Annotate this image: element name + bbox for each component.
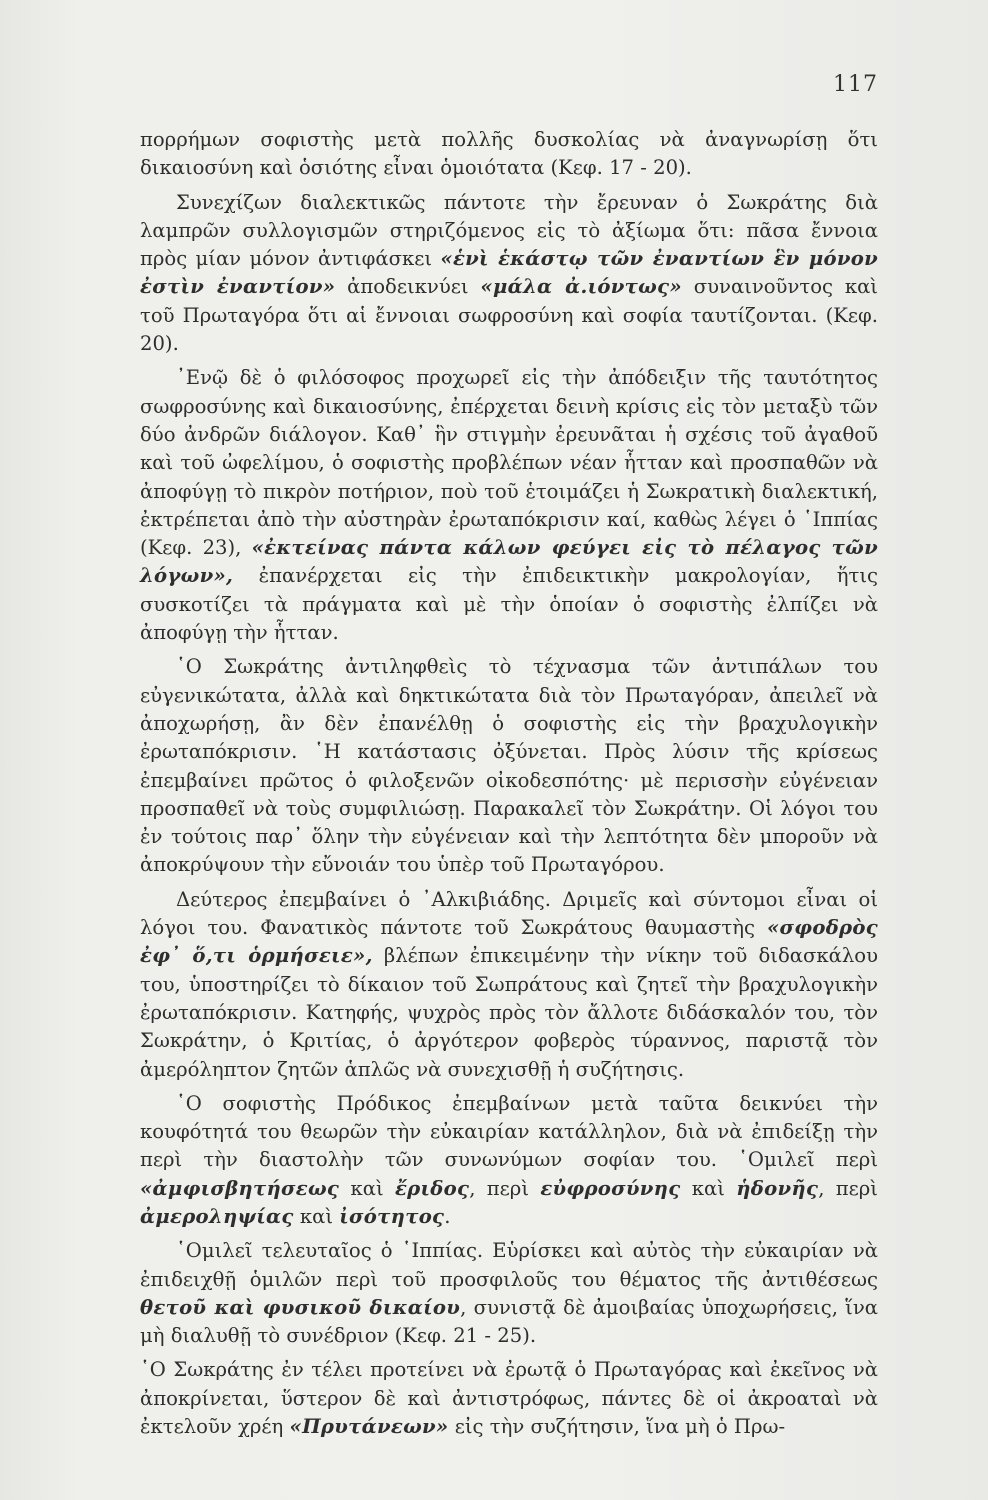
emphasized-quote: θετοῦ καὶ φυσικοῦ δικαίου: [140, 1295, 461, 1319]
text-segment: ῾Ο Σωκράτης ἀντιληφθεὶς τὸ τέχνασμα τῶν ἀντιπάλων του εὐγενικώτατα, ἀλλὰ καὶ δηκτικώτατα διὰ τὸν Πρωταγόραν, ἀπειλεῖ νὰ ἀποχωρήσῃ, ἂν δὲν ἐπανέλθῃ ὁ σοφιστὴς εἰς τὴν βραχυλογικὴν ἐρωταπόκρισιν. ῾Η κατάστασις ὀξύνεται. Πρὸς λύσιν τῆς κρίσεως ἐπεμβαίνει πρῶτος ὁ φιλοξενῶν οἰκοδεσπότης· μὲ περισσὴν εὐγένειαν προσπαθεῖ νὰ τοὺς συμφιλιώσῃ. Παρακαλεῖ τὸν Σωκράτην. Οἱ λόγοι του ἐν τούτοις παρ᾿ ὅλην τὴν εὐγένειαν καὶ τὴν λεπτότητα δὲν μποροῦν νὰ ἀποκρύψουν τὴν εὔνοιάν του ὑπὲρ τοῦ Πρωταγόρου.: [140, 655, 878, 877]
text-segment: , περὶ: [469, 1176, 541, 1200]
paragraph: [140, 189, 878, 359]
paragraph: [140, 1237, 878, 1350]
emphasized-quote: εὐφροσύνης: [540, 1176, 681, 1200]
text-segment: ἐπανέρχεται εἰς τὴν ἐπιδεικτικὴν μακρολογίαν, ἥτις συσκοτίζει τὰ πράγματα καὶ μὲ τὴν ὁποίαν ὁ σοφιστὴς ἐλπίζει νὰ ἀποφύγῃ τὴν ἧτταν.: [140, 564, 878, 645]
text-segment: καὶ: [293, 1204, 340, 1228]
emphasized-quote: ἔριδος: [394, 1176, 470, 1200]
emphasized-quote: «μάλα ἀ.ιόντως»: [480, 275, 682, 299]
emphasized-quote: «σφοδρὸς ἐφ᾿ ὅ,τι ὁρμήσειε»,: [140, 916, 878, 968]
emphasized-quote: «Πρυτάνεων»: [289, 1415, 449, 1439]
text-segment: Δεύτερος ἐπεμβαίνει ὁ ᾿Αλκιβιάδης. Δριμεῖς καὶ σύντομοι εἶναι οἱ λόγοι του. Φανατικὸς πάντοτε τοῦ Σωκράτους θαυμαστὴς: [140, 887, 878, 940]
emphasized-quote: ἰσότητος: [339, 1204, 445, 1228]
emphasized-quote: «ἑνὶ ἑκάστῳ τῶν ἐναντίων ἓν μόνον ἐστὶν ἐναντίον»: [140, 247, 878, 299]
page-number: 117: [833, 72, 878, 97]
text-segment: ἀποδεικνύει: [335, 275, 481, 299]
emphasized-quote: ἡδονῆς: [736, 1176, 819, 1200]
text-segment: εἰς τὴν συζήτησιν, ἵνα μὴ ὁ Πρω-: [448, 1415, 786, 1439]
body-text: [140, 126, 878, 1441]
text-segment: , περὶ: [818, 1176, 878, 1200]
paragraph: [140, 126, 878, 183]
text-segment: Συνεχίζων διαλεκτικῶς πάντοτε τὴν ἔρευναν ὁ Σωκράτης διὰ λαμπρῶν συλλογισμῶν στηριζόμενος εἰς τὸ ἀξίωμα ὅτι: πᾶσα ἔννοια πρὸς μίαν μόνον ἀντιφάσκει: [140, 190, 878, 271]
text-segment: καὶ: [339, 1176, 395, 1200]
text-segment: βλέπων ἐπικειμένην τὴν νίκην τοῦ διδασκάλου του, ὑποστηρίζει τὸ δίκαιον τοῦ Σωπράτους καὶ ζητεῖ τὴν βραχυλογικὴν ἐρωταπόκρισιν. Κατηφής, ψυχρὸς πρὸς τὸν ἄλλοτε διδάσκαλόν του, τὸν Σωκράτην, ὁ Κριτίας, ὁ ἀργότερον φοβερὸς τύραννος, παριστᾷ τὸν ἀμερόληπτον ζητῶν ἁπλῶς νὰ συνεχισθῇ ἡ συζήτησις.: [140, 944, 878, 1081]
text-segment: ῾Ο Σωκράτης ἐν τέλει προτείνει νὰ ἐρωτᾷ ὁ Πρωταγόρας καὶ ἐκεῖνος νὰ ἀποκρίνεται, ὕστερον δὲ καὶ ἀντιστρόφως, πάντες δὲ οἱ ἀκροαταὶ νὰ ἐκτελοῦν χρέη: [140, 1358, 878, 1439]
emphasized-quote: ἀμεροληψίας: [140, 1204, 294, 1228]
emphasized-quote: «ἐκτείνας πάντα κάλων φεύγει εἰς τὸ πέλαγος τῶν λόγων»,: [140, 536, 878, 588]
text-segment: συναινοῦντος καὶ τοῦ Πρωταγόρα ὅτι αἱ ἔννοιαι σωφροσύνη καὶ σοφία ταυτίζονται. (Κεφ. 20).: [140, 275, 878, 356]
text-segment: ῾Ομιλεῖ τελευταῖος ὁ ῾Ιππίας. Εὑρίσκει καὶ αὐτὸς τὴν εὐκαιρίαν νὰ ἐπιδειχθῇ ὁμιλῶν περὶ τοῦ προσφιλοῦς του θέματος τῆς ἀντιθέσεως: [140, 1239, 878, 1291]
text-segment: , συνιστᾷ δὲ ἀμοιβαίας ὑποχωρήσεις, ἵνα μὴ διαλυθῇ τὸ συνέδριον (Κεφ. 21 - 25).: [140, 1295, 878, 1348]
text-segment: .: [444, 1204, 451, 1228]
paragraph: [140, 1356, 878, 1441]
emphasized-quote: «ἀμφισβητήσεως: [140, 1176, 340, 1200]
paragraph: [140, 1090, 878, 1231]
text-segment: ᾿Ενῷ δὲ ὁ φιλόσοφος προχωρεῖ εἰς τὴν ἀπόδειξιν τῆς ταυτότητος σωφροσύνης καὶ δικαιοσύνης, ἐπέρχεται δεινὴ κρίσις εἰς τὸν μεταξὺ τῶν δύο ἀνδρῶν διάλογον. Καθ᾿ ἣν στιγμὴν ἐρευνᾶται ἡ σχέσις τοῦ ἀγαθοῦ καὶ τοῦ ὠφελίμου, ὁ σοφιστὴς προβλέπων νέαν ἧτταν καὶ προσπαθῶν νὰ ἀποφύγῃ τὸ πικρὸν ποτήριον, ποὺ τοῦ ἑτοιμάζει ἡ Σωκρατικὴ διαλεκτική, ἐκτρέπεται ἀπὸ τὴν αὐστηρὰν ἐρωταπόκρισιν καί, καθὼς λέγει ὁ ῾Ιππίας (Κεφ. 23),: [140, 366, 878, 560]
text-segment: ῾Ο σοφιστὴς Πρόδικος ἐπεμβαίνων μετὰ ταῦτα δεικνύει τὴν κουφότητά του θεωρῶν τὴν εὐκαιρίαν κατάλληλον, διὰ νὰ ἐπιδείξῃ τὴν περὶ τὴν διαστολὴν τῶν συνωνύμων σοφίαν του. ῾Ομιλεῖ περὶ: [140, 1091, 878, 1172]
text-segment: καὶ: [680, 1176, 737, 1200]
paragraph: [140, 886, 878, 1084]
paragraph: [140, 653, 878, 879]
text-segment: πορρήμων σοφιστὴς μετὰ πολλῆς δυσκολίας νὰ ἀναγνωρίσῃ ὅτι δικαιοσύνη καὶ ὁσιότης εἶναι ὁμοιότατα (Κεφ. 17 - 20).: [140, 128, 878, 180]
paragraph: [140, 364, 878, 647]
